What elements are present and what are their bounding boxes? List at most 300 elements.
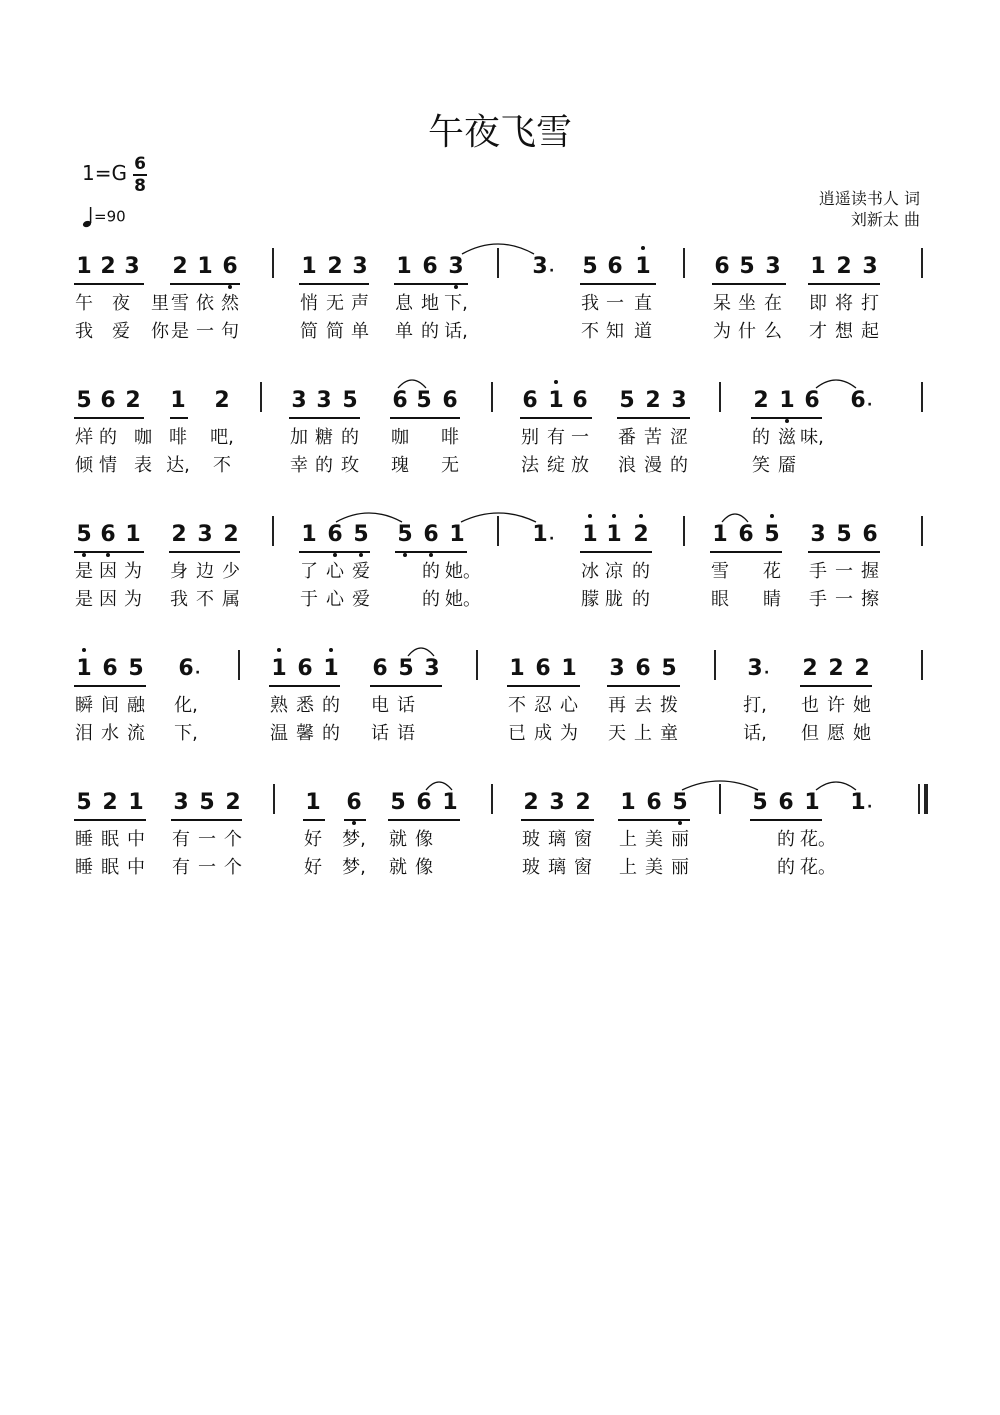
low-octave-dot <box>352 821 356 825</box>
lyric-char: 眠 <box>101 829 119 850</box>
note: 5 <box>73 520 95 550</box>
note: 2 <box>523 790 539 815</box>
lyric-char: 熟 <box>270 695 288 716</box>
note: 6 <box>778 790 794 815</box>
barline <box>238 650 240 680</box>
note: 3 <box>549 790 565 815</box>
beam-underline <box>74 819 146 821</box>
low-octave-dot <box>403 553 407 557</box>
beam-underline <box>520 417 592 419</box>
lyric-char: 无 <box>326 293 344 314</box>
lyric-char: 是 <box>75 589 93 610</box>
lyric-char: 糖 <box>315 427 333 448</box>
lyric-char: 朦 <box>581 589 599 610</box>
note: 6 <box>442 388 458 413</box>
lyric-char: 表 <box>134 455 152 476</box>
lyric-char: 情 <box>99 455 117 476</box>
lyric-char: 里 <box>151 293 169 314</box>
note: 3 <box>445 252 467 282</box>
score-system <box>0 654 1000 774</box>
lyric-char: 一 <box>198 857 216 878</box>
note: 6 <box>607 254 623 279</box>
lyric-char: 睡 <box>75 829 93 850</box>
note: 5 <box>669 788 691 818</box>
lyric-char: 就 <box>389 857 407 878</box>
lyric-char: 美 <box>645 857 663 878</box>
lyric-char: 梦, <box>342 857 366 878</box>
lyric-char: 忍 <box>534 695 552 716</box>
note: 5 <box>752 790 768 815</box>
barline <box>714 650 716 680</box>
lyric-char: 雪 <box>711 561 729 582</box>
augmentation-dot: · <box>867 799 873 815</box>
lyric-char: 我 <box>170 589 188 610</box>
lyric-char: 有 <box>172 857 190 878</box>
lyric-line-2 <box>0 454 1000 478</box>
high-octave-dot <box>329 648 333 652</box>
lyric-char: 冰 <box>581 561 599 582</box>
lyric-char: 她 <box>853 723 871 744</box>
lyric-char: 夜 <box>112 293 130 314</box>
note: 1 <box>170 388 186 413</box>
lyric-char: 的 <box>322 723 340 744</box>
note: 3 <box>173 790 189 815</box>
lyric-char: 心 <box>560 695 578 716</box>
lyric-char: 她 <box>853 695 871 716</box>
note: 5 <box>582 254 598 279</box>
lyric-char: 手 <box>809 561 827 582</box>
note: 1 · <box>847 788 869 818</box>
lyric-char: 涩 <box>670 427 688 448</box>
note: 1 <box>396 254 412 279</box>
beam-underline <box>800 685 872 687</box>
note: 3 <box>197 522 213 547</box>
note: 1 <box>545 386 567 416</box>
note: 1 <box>810 254 826 279</box>
note: 2 <box>828 656 844 681</box>
lyric-char: 话, <box>743 723 767 744</box>
augmentation-dot: · <box>549 263 555 279</box>
note: 3 <box>671 388 687 413</box>
beam-underline <box>507 685 580 687</box>
lyric-char: 啡 <box>169 427 187 448</box>
lyric-char: 手 <box>809 589 827 610</box>
lyric-char: 瑰 <box>391 455 409 476</box>
barline <box>497 248 499 278</box>
lyric-char: 璃 <box>548 829 566 850</box>
note: 2 <box>172 254 188 279</box>
augmentation-dot: · <box>549 531 555 547</box>
lyric-char: 她。 <box>445 561 481 582</box>
lyric-char: 达, <box>166 455 190 476</box>
note: 6 <box>392 388 408 413</box>
beam-underline <box>289 417 360 419</box>
lyric-char: 好 <box>304 857 322 878</box>
note: 5 <box>761 520 783 550</box>
time-signature-top: 6 <box>134 154 146 174</box>
note: 2 <box>630 520 652 550</box>
lyric-char: 玫 <box>341 455 359 476</box>
key-signature: 1=G <box>82 161 127 185</box>
lyric-char: 我 <box>581 293 599 314</box>
note: 6 <box>343 788 365 818</box>
note: 1 <box>125 522 141 547</box>
lyric-char: 她。 <box>445 589 481 610</box>
lyric-char: 一 <box>606 293 624 314</box>
lyric-char: 想 <box>835 321 853 342</box>
composer-credit: 刘新太 曲 <box>850 210 920 229</box>
lyric-char: 不 <box>508 695 526 716</box>
lyric-char: 就 <box>389 829 407 850</box>
barline <box>491 382 493 412</box>
note: 1 <box>301 254 317 279</box>
lyric-char: 花。 <box>800 857 836 878</box>
slur-layer <box>0 654 1000 694</box>
note: 2 <box>854 656 870 681</box>
note: 5 <box>619 388 635 413</box>
note: 3 <box>316 388 332 413</box>
high-octave-dot <box>770 514 774 518</box>
score-system <box>0 252 1000 372</box>
lyric-char: 再 <box>608 695 626 716</box>
lyric-char: 一 <box>571 427 589 448</box>
lyric-char: 简 <box>300 321 318 342</box>
lyric-char: 少 <box>222 561 240 582</box>
note: 5 <box>350 520 372 550</box>
beam-underline <box>607 685 680 687</box>
lyric-char: 下, <box>444 293 468 314</box>
note: 5 <box>661 656 677 681</box>
note: 1 <box>509 656 525 681</box>
note: 1 <box>268 654 290 684</box>
lyric-char: 璃 <box>548 857 566 878</box>
lyric-char: 息 <box>395 293 413 314</box>
beam-underline <box>170 417 188 419</box>
lyric-char: 因 <box>99 589 117 610</box>
lyric-char: 拨 <box>660 695 678 716</box>
beam-underline <box>269 685 340 687</box>
lyric-char: 咖 <box>134 427 152 448</box>
score-system <box>0 788 1000 908</box>
note: 2 <box>214 388 230 413</box>
lyric-line-1 <box>0 292 1000 316</box>
lyric-char: 不 <box>213 455 231 476</box>
lyric-char: 中 <box>127 857 145 878</box>
lyric-char: 玻 <box>522 829 540 850</box>
page-title: 午夜飞雪 <box>427 112 572 153</box>
lyric-char: 梦, <box>342 829 366 850</box>
lyric-char: 心 <box>326 589 344 610</box>
beam-underline <box>750 819 822 821</box>
note: 5 <box>76 790 92 815</box>
beam-underline <box>299 283 369 285</box>
lyric-char: 的 <box>777 857 795 878</box>
lyric-line-2 <box>0 320 1000 344</box>
lyric-char: 天 <box>608 723 626 744</box>
low-octave-dot <box>359 553 363 557</box>
high-octave-dot <box>641 246 645 250</box>
note: 5 <box>398 656 414 681</box>
note: 1 <box>320 654 342 684</box>
lyric-char: 的 <box>752 427 770 448</box>
lyric-char: 午 <box>75 293 93 314</box>
high-octave-dot <box>612 514 616 518</box>
note: 2 <box>100 254 116 279</box>
lyric-char: 融 <box>127 695 145 716</box>
lyric-char: 丽 <box>671 829 689 850</box>
beam-underline <box>370 685 442 687</box>
lyric-char: 绽 <box>547 455 565 476</box>
lyric-char: 幸 <box>290 455 308 476</box>
lyric-char: 的 <box>341 427 359 448</box>
lyric-char: 是 <box>75 561 93 582</box>
note: 1 <box>442 790 458 815</box>
high-octave-dot <box>277 648 281 652</box>
note: 6 <box>297 656 313 681</box>
lyric-line-2 <box>0 856 1000 880</box>
note: 3 <box>424 656 440 681</box>
lyric-char: 加 <box>290 427 308 448</box>
lyric-char: 于 <box>300 589 318 610</box>
note: 1 <box>804 790 820 815</box>
lyric-char: 的 <box>632 561 650 582</box>
lyric-char: 单 <box>395 321 413 342</box>
lyric-line-2 <box>0 722 1000 746</box>
augmentation-dot: · <box>867 397 873 413</box>
lyric-char: 靥 <box>778 455 796 476</box>
lyric-char: 浪 <box>618 455 636 476</box>
lyric-char: 窗 <box>574 857 592 878</box>
beam-underline <box>751 417 822 419</box>
notes-row <box>0 520 1000 560</box>
beam-underline <box>395 551 467 553</box>
lyric-char: 呆 <box>713 293 731 314</box>
note: 6 · <box>847 386 869 416</box>
lyric-char: 中 <box>127 829 145 850</box>
note: 2 <box>753 388 769 413</box>
note: 3 · <box>529 252 551 282</box>
note: 1 <box>579 520 601 550</box>
beam-underline <box>74 283 144 285</box>
lyric-char: 个 <box>224 857 242 878</box>
note: 1 · <box>529 520 551 550</box>
lyric-char: 胧 <box>605 589 623 610</box>
beam-underline <box>394 283 468 285</box>
lyric-char: 我 <box>75 321 93 342</box>
lyric-char: 水 <box>101 723 119 744</box>
lyric-char: 味, <box>800 427 824 448</box>
barline <box>921 516 923 546</box>
high-octave-dot <box>82 648 86 652</box>
lyric-char: 化, <box>174 695 198 716</box>
note: 5 <box>390 790 406 815</box>
note: 6 <box>219 252 241 282</box>
final-barline <box>918 784 920 814</box>
tempo-marking <box>82 206 126 228</box>
beam-underline <box>808 283 880 285</box>
lyric-char: 握 <box>861 561 879 582</box>
note: 1 <box>620 790 636 815</box>
lyric-char: 放 <box>571 455 589 476</box>
lyric-line-1 <box>0 560 1000 584</box>
lyric-char: 悉 <box>296 695 314 716</box>
lyric-line-2 <box>0 588 1000 612</box>
lyric-char: 丽 <box>671 857 689 878</box>
lyric-char: 属 <box>222 589 240 610</box>
note: 3 <box>124 254 140 279</box>
lyric-char: 个 <box>224 829 242 850</box>
note: 1 <box>712 522 728 547</box>
note: 2 <box>125 388 141 413</box>
lyric-char: 上 <box>634 723 652 744</box>
lyric-char: 爱 <box>352 561 370 582</box>
lyric-char: 成 <box>534 723 552 744</box>
lyric-char: 么 <box>764 321 782 342</box>
beam-underline <box>74 551 144 553</box>
lyric-char: 的 <box>670 455 688 476</box>
lyric-char: 电 <box>371 695 389 716</box>
low-octave-dot <box>785 419 789 423</box>
high-octave-dot <box>639 514 643 518</box>
note: 5 <box>739 254 755 279</box>
lyric-char: 然 <box>221 293 239 314</box>
note: 2 <box>102 790 118 815</box>
low-octave-dot <box>678 821 682 825</box>
note: 5 <box>199 790 215 815</box>
lyric-char: 流 <box>127 723 145 744</box>
lyric-char: 玻 <box>522 857 540 878</box>
lyric-char: 擦 <box>861 589 879 610</box>
note: 3 · <box>744 654 766 684</box>
lyric-char: 你 <box>151 321 169 342</box>
lyric-char: 童 <box>660 723 678 744</box>
lyric-char: 雪 <box>171 293 189 314</box>
note: 6 <box>420 520 442 550</box>
lyric-char: 声 <box>351 293 369 314</box>
lyric-char: 温 <box>270 723 288 744</box>
lyric-char: 什 <box>738 321 756 342</box>
beam-underline <box>299 551 370 553</box>
lyric-char: 话 <box>397 695 415 716</box>
lyric-char: 为 <box>560 723 578 744</box>
lyric-char: 啡 <box>441 427 459 448</box>
lyric-char: 为 <box>713 321 731 342</box>
beam-underline <box>344 819 366 821</box>
note: 6 <box>100 388 116 413</box>
note: 6 <box>572 388 588 413</box>
lyric-char: 知 <box>606 321 624 342</box>
lyric-char: 去 <box>634 695 652 716</box>
note: 3 <box>765 254 781 279</box>
note: 5 <box>342 388 358 413</box>
low-octave-dot <box>106 553 110 557</box>
lyric-char: 间 <box>101 695 119 716</box>
lyric-char: 眠 <box>101 857 119 878</box>
note: 6 <box>535 656 551 681</box>
lyric-char: 了 <box>300 561 318 582</box>
barline <box>683 248 685 278</box>
lyric-char: 苦 <box>644 427 662 448</box>
credits <box>819 188 920 230</box>
lyric-char: 许 <box>827 695 845 716</box>
barline <box>683 516 685 546</box>
time-signature <box>133 154 147 196</box>
note: 1 <box>776 386 798 416</box>
note: 1 <box>301 522 317 547</box>
lyric-char: 也 <box>801 695 819 716</box>
beam-underline <box>580 551 652 553</box>
note: 5 <box>394 520 416 550</box>
barline <box>272 516 274 546</box>
beam-underline <box>390 417 460 419</box>
lyric-char: 像 <box>415 857 433 878</box>
note: 5 <box>76 388 92 413</box>
lyric-char: 悄 <box>300 293 318 314</box>
lyric-char: 咖 <box>391 427 409 448</box>
barline <box>921 382 923 412</box>
final-barline <box>924 784 928 814</box>
beam-underline <box>170 283 240 285</box>
augmentation-dot: · <box>195 665 201 681</box>
lyric-char: 窗 <box>574 829 592 850</box>
lyric-char: 简 <box>326 321 344 342</box>
lyric-char: 依 <box>196 293 214 314</box>
lyric-char: 的 <box>315 455 333 476</box>
notes-row <box>0 654 1000 694</box>
note: 6 <box>416 790 432 815</box>
lyric-char: 话, <box>444 321 468 342</box>
lyric-char: 坐 <box>738 293 756 314</box>
lyric-char: 将 <box>835 293 853 314</box>
beam-underline <box>808 551 880 553</box>
lyric-char: 话 <box>371 723 389 744</box>
note: 6 <box>635 656 651 681</box>
lyric-line-1 <box>0 694 1000 718</box>
beam-underline <box>580 283 656 285</box>
low-octave-dot <box>429 553 433 557</box>
lyric-char: 的 <box>422 589 440 610</box>
note: 6 <box>102 656 118 681</box>
lyric-char: 打, <box>743 695 767 716</box>
lyric-line-1 <box>0 828 1000 852</box>
lyric-char: 语 <box>397 723 415 744</box>
note: 1 <box>603 520 625 550</box>
lyric-char: 笑 <box>752 455 770 476</box>
lyric-char: 的 <box>99 427 117 448</box>
note: 2 <box>575 790 591 815</box>
note: 1 <box>73 654 95 684</box>
note: 3 <box>810 522 826 547</box>
high-octave-dot <box>554 380 558 384</box>
lyric-char: 身 <box>170 561 188 582</box>
lyric-char: 的 <box>421 321 439 342</box>
note: 5 <box>416 388 432 413</box>
lyric-char: 凉 <box>605 561 623 582</box>
note: 3 <box>291 388 307 413</box>
lyric-char: 爱 <box>112 321 130 342</box>
low-octave-dot <box>228 285 232 289</box>
lyric-char: 因 <box>99 561 117 582</box>
time-signature-bottom: 8 <box>134 176 146 196</box>
beam-underline <box>74 417 144 419</box>
note: 1 <box>76 254 92 279</box>
lyric-char: 已 <box>508 723 526 744</box>
lyric-char: 的 <box>777 829 795 850</box>
barline <box>719 784 721 814</box>
lyric-char: 直 <box>634 293 652 314</box>
barline <box>921 248 923 278</box>
lyric-char: 花。 <box>800 829 836 850</box>
